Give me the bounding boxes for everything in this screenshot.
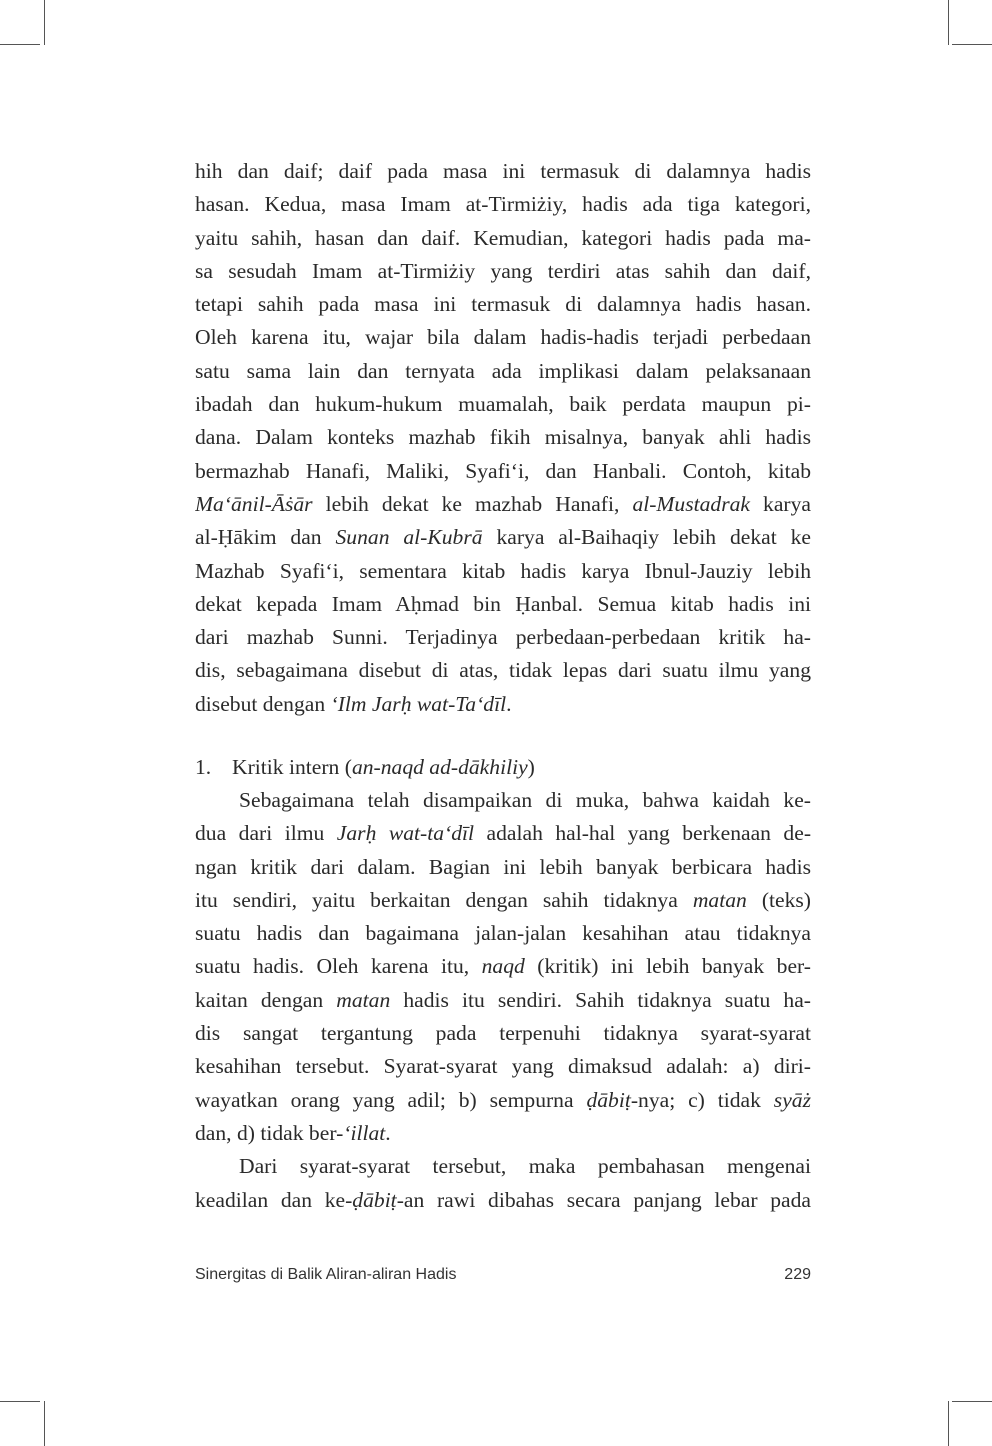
crop-mark — [952, 44, 992, 45]
text-run: hih dan daif; daif pada masa ini termasuk di dalamnya hadis — [195, 159, 811, 183]
text-line — [195, 1184, 811, 1217]
text-run: -nya; c) tidak — [630, 1087, 774, 1112]
text-line — [195, 817, 811, 850]
text-line — [195, 1084, 811, 1117]
text-line — [195, 1050, 811, 1083]
paragraph-3 — [195, 1150, 811, 1217]
text-run: ) — [527, 754, 535, 779]
section-gap — [195, 721, 811, 751]
text-run: suatu hadis dan bagaimana jalan-jalan kesahihan atau tidaknya — [195, 921, 811, 946]
text-line — [195, 355, 811, 388]
text-line — [195, 321, 811, 354]
italic-term: matan — [336, 987, 391, 1012]
text-line — [195, 521, 811, 554]
text-run: yaitu sahih, hasan dan daif. Kemudian, kategori hadis pada ma- — [195, 225, 811, 250]
text-run: dan, d) tidak ber- — [195, 1120, 344, 1145]
crop-mark — [44, 0, 45, 45]
italic-term: ‘illat — [343, 1120, 386, 1145]
text-run: suatu hadis. Oleh karena itu, — [195, 954, 482, 979]
text-run: dis, sebagaimana disebut di atas, tidak lepas dari suatu ilmu yang — [195, 658, 811, 683]
text-line — [195, 654, 811, 687]
text-line — [195, 884, 811, 917]
text-run: al-Ḥākim dan — [195, 525, 336, 550]
text-run: (kritik) ini lebih banyak ber- — [524, 954, 811, 979]
text-line — [195, 1150, 811, 1183]
italic-term: ḍābiṭ — [352, 1187, 397, 1212]
text-run: adalah hal-hal yang berkenaan de- — [474, 821, 811, 846]
text-run: karya al-Baihaqiy lebih dekat ke — [482, 525, 811, 550]
text-run: sa sesudah Imam at-Tirmiżiy yang terdiri atas sahih dan daif, — [195, 258, 811, 283]
text-line — [195, 488, 811, 521]
crop-mark — [0, 44, 40, 45]
text-line — [195, 688, 811, 721]
text-line — [195, 421, 811, 454]
text-run: kesahihan tersebut. Syarat-syarat yang dimaksud adalah: a) diri- — [195, 1054, 811, 1079]
text-run: bermazhab Hanafi, Maliki, Syafi‘i, dan Hanbali. Contoh, kitab — [195, 458, 811, 483]
text-line — [195, 455, 811, 488]
crop-mark — [948, 0, 949, 45]
text-run: kaitan dengan — [195, 987, 337, 1012]
italic-term: naqd — [481, 954, 525, 979]
text-run: hasan. Kedua, masa Imam at-Tirmiżiy, hadis ada tiga kategori, — [195, 192, 811, 217]
list-heading-text — [232, 755, 535, 779]
italic-term: Sunan al-Kubrā — [335, 525, 483, 550]
italic-term: al-Mustadrak — [632, 491, 750, 516]
body-text — [195, 155, 811, 1217]
text-run: karya — [750, 491, 811, 516]
italic-term: Jarḥ wat-ta‘dīl — [336, 821, 475, 846]
text-line — [195, 621, 811, 654]
text-line — [195, 1017, 811, 1050]
page-number: 229 — [784, 1266, 811, 1283]
italic-term: an-naqd ad-dākhiliy — [351, 754, 528, 779]
text-run: (teks) — [746, 887, 811, 912]
text-line — [195, 1117, 811, 1150]
text-run: lebih dekat ke mazhab Hanafi, — [312, 491, 633, 516]
crop-mark — [952, 1401, 992, 1402]
paragraph-1 — [195, 155, 811, 721]
italic-term: matan — [692, 887, 747, 912]
text-run: Kritik intern ( — [232, 754, 352, 779]
text-line — [195, 388, 811, 421]
text-run: dis sangat tergantung pada terpenuhi tidaknya syarat-syarat — [195, 1021, 811, 1046]
italic-term: ḍābiṭ — [586, 1087, 631, 1112]
running-title: Sinergitas di Balik Aliran-aliran Hadis — [195, 1266, 457, 1283]
text-run: keadilan dan ke- — [195, 1187, 353, 1212]
text-run: satu sama lain dan ternyata ada implikasi dalam pelaksanaan — [195, 358, 811, 383]
list-number: 1. — [195, 754, 212, 779]
text-line — [195, 155, 811, 188]
text-line — [195, 255, 811, 288]
text-run: tetapi sahih pada masa ini termasuk di dalamnya hadis hasan. — [195, 292, 811, 317]
text-line — [195, 851, 811, 884]
text-line — [195, 588, 811, 621]
list-item-heading — [195, 751, 811, 784]
paragraph-2 — [195, 784, 811, 1150]
italic-term: Ma‘ānil-Āṡār — [195, 491, 313, 516]
text-run: Oleh karena itu, wajar bila dalam hadis-hadis terjadi perbedaan — [195, 325, 811, 350]
crop-mark — [948, 1401, 949, 1446]
text-line — [195, 288, 811, 321]
text-run: dari mazhab Sunni. Terjadinya perbedaan-perbedaan kritik ha- — [195, 625, 811, 650]
text-run: Sebagaimana telah disampaikan di muka, bahwa kaidah ke- — [239, 787, 811, 812]
text-run: dekat kepada Imam Aḥmad bin Ḥanbal. Semua kitab hadis ini — [195, 591, 811, 616]
text-run: itu sendiri, yaitu berkaitan dengan sahih tidaknya — [195, 887, 693, 912]
text-line — [195, 555, 811, 588]
text-run: ngan kritik dari dalam. Bagian ini lebih banyak berbicara hadis — [195, 854, 811, 879]
italic-term: syāż — [773, 1087, 811, 1112]
page-footer — [195, 1266, 811, 1284]
text-run: wayatkan orang yang adil; b) sempurna — [195, 1087, 587, 1112]
text-line — [195, 222, 811, 255]
text-run: dua dari ilmu — [195, 821, 337, 846]
text-line — [195, 950, 811, 983]
text-run: . — [506, 691, 512, 716]
text-line — [195, 917, 811, 950]
text-line — [195, 188, 811, 221]
text-run: . — [385, 1120, 391, 1145]
italic-term: ‘Ilm Jarḥ wat-Ta‘dīl — [330, 691, 507, 716]
text-run: Dari syarat-syarat tersebut, maka pembahasan mengenai — [239, 1154, 811, 1179]
text-line — [195, 784, 811, 817]
text-run: hadis itu sendiri. Sahih tidaknya suatu ha- — [390, 987, 811, 1012]
text-run: dana. Dalam konteks mazhab fikih misalnya, banyak ahli hadis — [195, 425, 811, 450]
crop-mark — [0, 1401, 40, 1402]
text-run: -an rawi dibahas secara panjang lebar pada — [396, 1187, 811, 1212]
text-run: disebut dengan — [195, 691, 331, 716]
text-line — [195, 984, 811, 1017]
crop-mark — [44, 1401, 45, 1446]
text-run: Mazhab Syafi‘i, sementara kitab hadis karya Ibnul-Jauziy lebih — [195, 558, 811, 583]
text-run: ibadah dan hukum-hukum muamalah, baik perdata maupun pi- — [195, 392, 811, 417]
